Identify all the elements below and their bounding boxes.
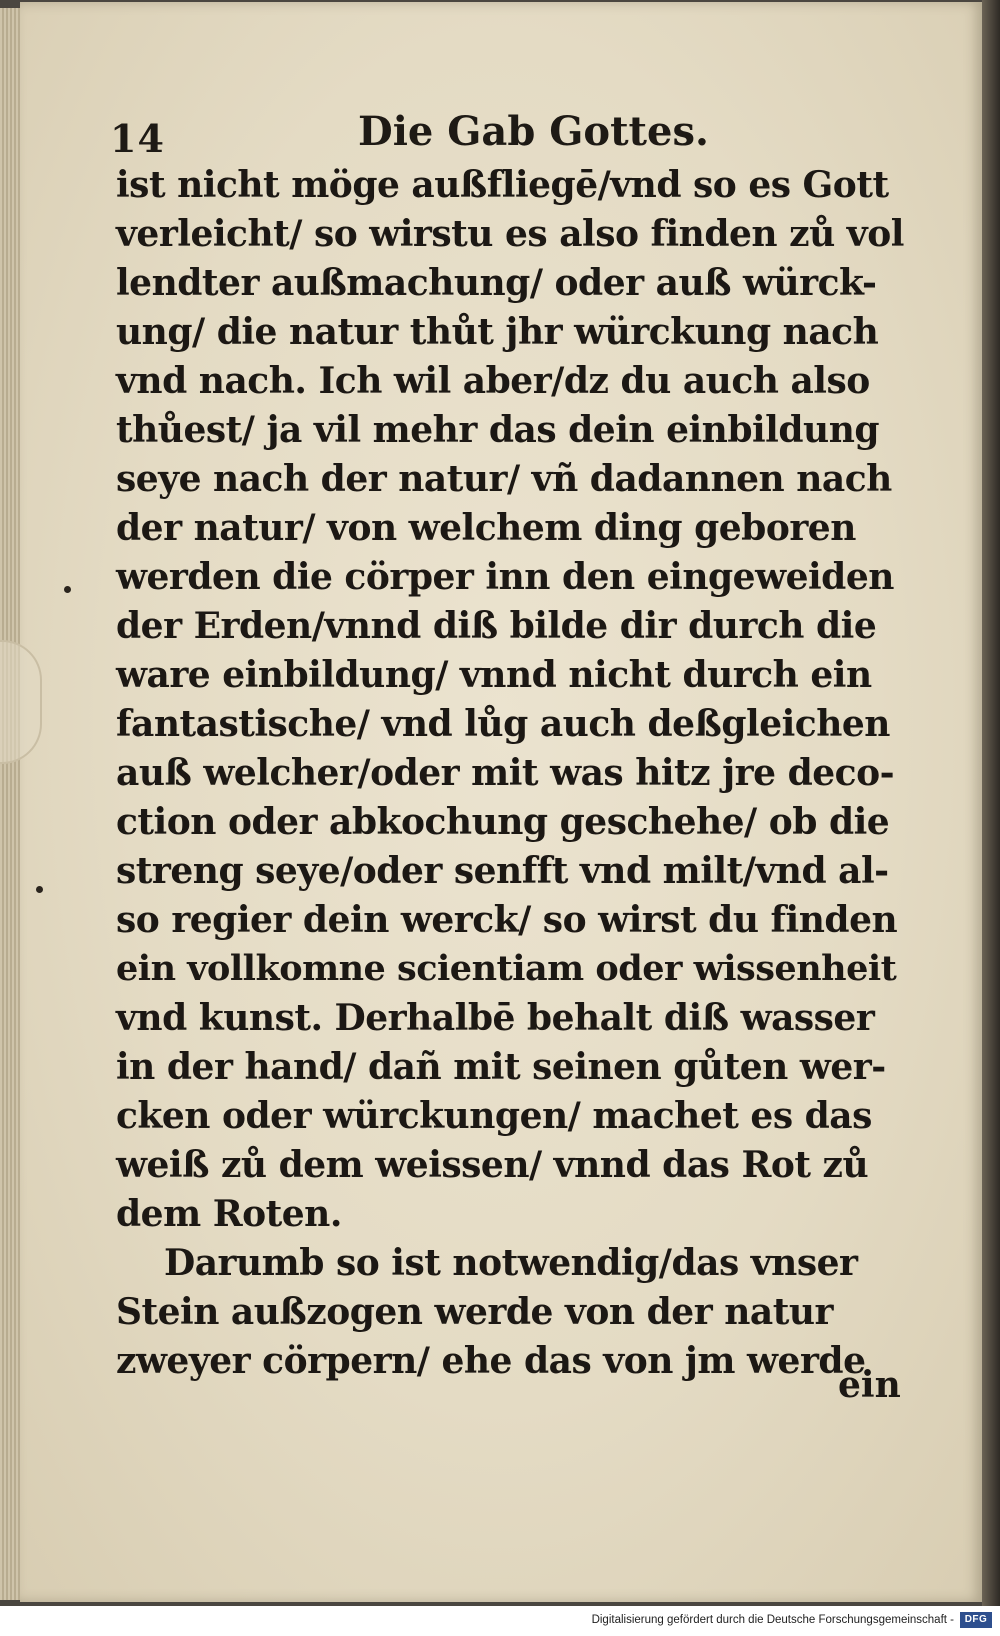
running-title: Die Gab Gottes. bbox=[358, 108, 709, 155]
page-number: 14 bbox=[110, 116, 165, 161]
binding-edge bbox=[982, 0, 1000, 1606]
text-line: seye nach der natur/ vñ dadannen nach bbox=[116, 458, 892, 500]
digitization-footer bbox=[0, 1606, 1000, 1636]
text-line: werden die cörper inn den eingeweiden bbox=[116, 556, 894, 598]
ink-speck bbox=[36, 886, 43, 893]
text-line: thůest/ ja vil mehr das dein einbildung bbox=[116, 409, 880, 451]
text-line: so regier dein werck/ so wirst du finden bbox=[116, 899, 898, 941]
text-line: weiß zů dem weissen/ vnnd das Rot zů bbox=[116, 1144, 869, 1186]
text-line: streng seye/oder senfft vnd milt/vnd al- bbox=[116, 850, 889, 892]
text-line: zweyer cörpern/ ehe das von jm werde bbox=[116, 1340, 866, 1382]
text-line: verleicht/ so wirstu es also finden zů vol bbox=[116, 213, 904, 255]
text-line: cken oder würckungen/ machet es das bbox=[116, 1095, 872, 1137]
text-line: der natur/ von welchem ding geboren bbox=[116, 507, 856, 549]
funding-credit: Digitalisierung gefördert durch die Deutsche Forschungsgemeinschaft - bbox=[591, 1614, 954, 1626]
text-line: in der hand/ dañ mit seinen gůten wer- bbox=[116, 1046, 886, 1088]
text-line: ein vollkomne scientiam oder wissenheit bbox=[116, 948, 897, 989]
text-line: fantastische/ vnd lůg auch deßgleichen bbox=[116, 703, 890, 745]
text-line: ction oder abkochung geschehe/ ob die bbox=[116, 801, 890, 843]
text-line: dem Roten. bbox=[116, 1193, 342, 1235]
dfg-logo: DFG bbox=[960, 1612, 992, 1628]
text-line: der Erden/vnnd diß bilde dir durch die bbox=[116, 605, 877, 647]
text-line: lendter außmachung/ oder auß würck- bbox=[116, 262, 877, 304]
paragraph-first-line: Darumb so ist notwendig/das vnser bbox=[164, 1242, 858, 1284]
ink-speck bbox=[64, 586, 71, 593]
text-line: ist nicht möge außfliegē/vnd so es Gott bbox=[116, 164, 889, 206]
text-line: vnd kunst. Derhalbē behalt diß wasser bbox=[116, 997, 875, 1039]
page-tab-marking bbox=[0, 640, 42, 764]
page-header bbox=[110, 108, 710, 161]
text-line: auß welcher/oder mit was hitz jre deco- bbox=[116, 752, 895, 794]
catchword: ein bbox=[838, 1364, 901, 1406]
text-line: ung/ die natur thůt jhr würckung nach bbox=[116, 311, 879, 353]
text-line: vnd nach. Ich wil aber/dz du auch also bbox=[116, 360, 870, 402]
text-line: Stein außzogen werde von der natur bbox=[116, 1291, 833, 1333]
text-line: ware einbildung/ vnnd nicht durch ein bbox=[116, 654, 872, 696]
body-text bbox=[116, 160, 906, 1382]
page-stack-edge bbox=[0, 8, 20, 1600]
